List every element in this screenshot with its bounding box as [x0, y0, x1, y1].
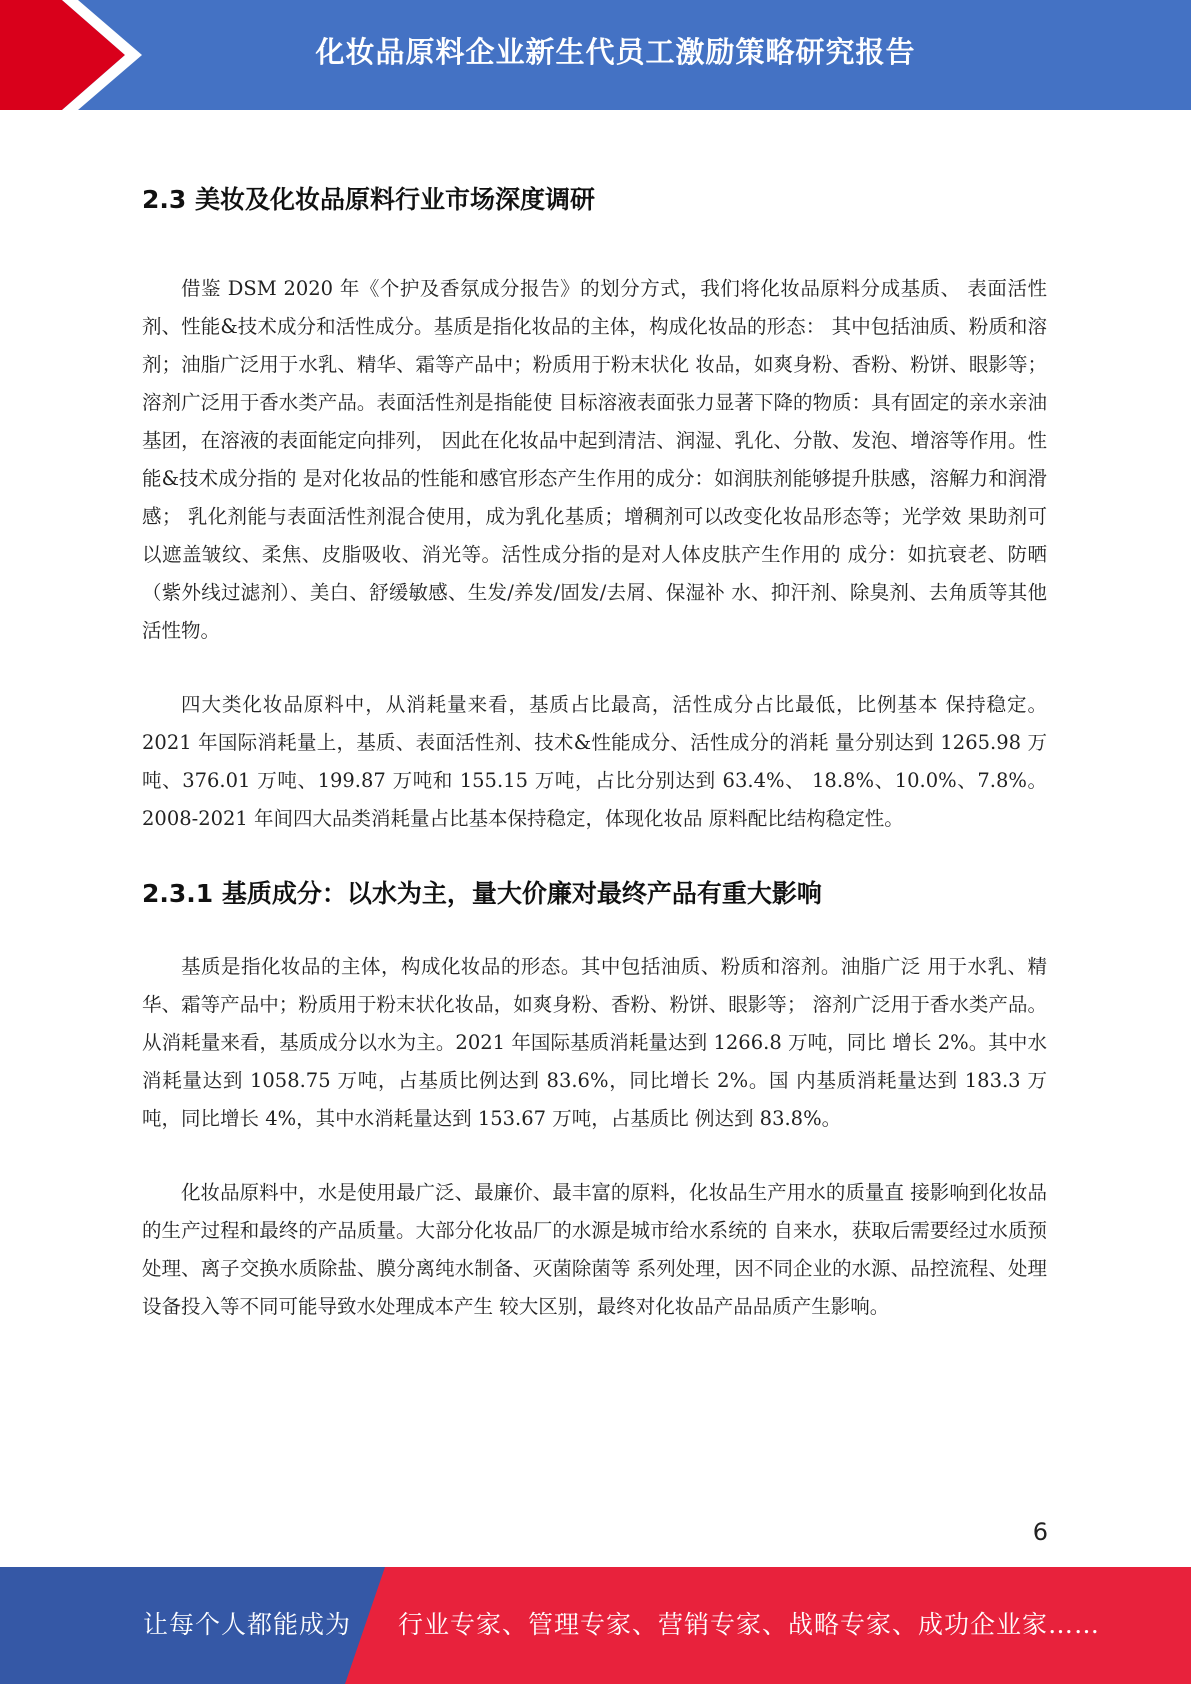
page-header	[0, 0, 1191, 110]
page-number: 6	[1032, 1518, 1048, 1546]
footer-slogan-right: 行业专家、管理专家、营销专家、战略专家、成功企业家……	[398, 1610, 1101, 1639]
page-footer	[0, 1567, 1191, 1684]
section-paragraph-2: 四大类化妆品原料中，从消耗量来看，基质占比最高，活性成分占比最低，比例基本 保持稳定。2021 年国际消耗量上，基质、表面活性剂、技术&性能成分、活性成分的消耗 量分别达到 1265.98 万吨、376.01 万吨、199.87 万吨和 155.15 万吨，占比分别达到 63.4%、 18.8%、10.0%、7.8%。2008-2021 年间四大品类消耗量占比基本保持稳定，体现化妆品 原料配比结构稳定性。	[142, 693, 1047, 830]
subsection-paragraph-1: 基质是指化妆品的主体，构成化妆品的形态。其中包括油质、粉质和溶剂。油脂广泛 用于水乳、精华、霜等产品中；粉质用于粉末状化妆品，如爽身粉、香粉、粉饼、眼影等； 溶剂广泛用于香水类产品。 从消耗量来看，基质成分以水为主。2021 年国际基质消耗量达到 1266.8 万吨，同比 增长 2%。其中水消耗量达到 1058.75 万吨，占基质比例达到 83.6%，同比增长 2%。国 内基质消耗量达到 183.3 万吨，同比增长 4%，其中水消耗量达到 153.67 万吨，占基质比 例达到 83.8%。	[142, 955, 1047, 1130]
subsection-heading: 2.3.1 基质成分：以水为主，量大价廉对最终产品有重大影响	[142, 879, 822, 908]
header-title: 化妆品原料企业新生代员工激励策略研究报告	[315, 35, 916, 69]
page-content	[142, 180, 1047, 1362]
section-heading: 2.3 美妆及化妆品原料行业市场深度调研	[142, 185, 595, 214]
section-paragraph-1: 借鉴 DSM 2020 年《个护及香氛成分报告》的划分方式，我们将化妆品原料分成基质、 表面活性剂、性能&技术成分和活性成分。基质是指化妆品的主体，构成化妆品的形态： 其中包括油质、粉质和溶剂；油脂广泛用于水乳、精华、霜等产品中；粉质用于粉末状化 妆品，如爽身粉、香粉、粉饼、眼影等；溶剂广泛用于香水类产品。表面活性剂是指能使 目标溶液表面张力显著下降的物质：具有固定的亲水亲油基团，在溶液的表面能定向排列， 因此在化妆品中起到清洁、润湿、乳化、分散、发泡、增溶等作用。性能&技术成分指的 是对化妆品的性能和感官形态产生作用的成分：如润肤剂能够提升肤感，溶解力和润滑感； 乳化剂能与表面活性剂混合使用，成为乳化基质；增稠剂可以改变化妆品形态等；光学效 果助剂可以遮盖皱纹、柔焦、皮脂吸收、消光等。活性成分指的是对人体皮肤产生作用的 成分：如抗衰老、防晒（紫外线过滤剂）、美白、舒缓敏感、生发/养发/固发/去屑、保湿补 水、抑汗剂、除臭剂、去角质等其他活性物。	[142, 277, 1047, 642]
footer-slogan-left: 让每个人都能成为	[143, 1610, 352, 1639]
subsection-paragraph-2: 化妆品原料中，水是使用最广泛、最廉价、最丰富的原料，化妆品生产用水的质量直 接影响到化妆品的生产过程和最终的产品质量。大部分化妆品厂的水源是城市给水系统的 自来水，获取后需要经过水质预处理、离子交换水质除盐、膜分离纯水制备、灭菌除菌等 系列处理，因不同企业的水源、品控流程、处理设备投入等不同可能导致水处理成本产生 较大区别，最终对化妆品产品品质产生影响。	[142, 1181, 1047, 1318]
